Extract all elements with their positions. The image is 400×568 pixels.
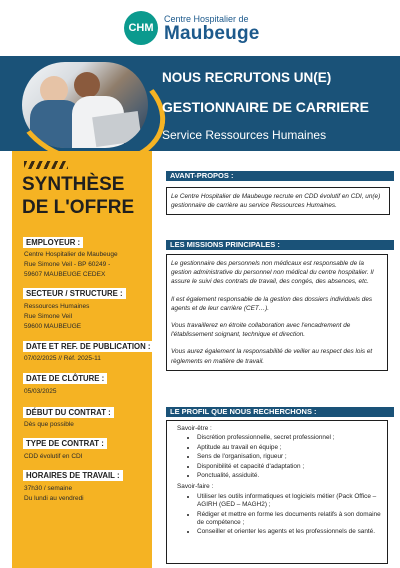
list-item: • Sens de l'organisation, rigueur ;	[197, 453, 383, 461]
stripes-decoration-icon	[24, 161, 68, 169]
closing-date-value: 05/03/2025	[24, 388, 57, 395]
recruit-heading: NOUS RECRUTONS UN(E)	[162, 70, 332, 85]
foreword-text: Le Centre Hospitalier de Maubeuge recrute en CDD évolutif en CDI, un(e) gestionnaire de carrière au service Ressources Humaines.	[171, 193, 381, 210]
contract-type-label: TYPE DE CONTRAT :	[23, 438, 107, 449]
contract-type-value: CDD évolutif en CDI	[24, 453, 83, 460]
employer-value: Centre Hospitalier de Maubeuge Rue Simone Veil - BP 60249 - 59607 MAUBEUGE CEDEX	[24, 251, 118, 278]
profile-box	[166, 420, 388, 564]
closing-date-label: DATE DE CLÔTURE :	[23, 373, 107, 384]
summary-title: SYNTHÈSE DE L'OFFRE	[22, 174, 135, 218]
publication-label: DATE ET REF. DE PUBLICATION :	[23, 341, 153, 352]
mission-paragraph: Vous aurez également la responsabilité de veiller au respect des lois et règlements en matière de travail.	[171, 348, 373, 365]
mission-paragraph: Vous travaillerez en étroite collaboration avec l'encadrement de l'établissement soignant, technique et direction.	[171, 322, 351, 339]
publication-value: 07/02/2025 // Réf. 2025-11	[24, 355, 101, 362]
list-item: • Disponibilité et capacité d'adaptation ;	[197, 463, 383, 471]
list-item: • Rédiger et mettre en forme les documents relatifs à son domaine de compétence ;	[197, 511, 383, 528]
profile-title: LE PROFIL QUE NOUS RECHERCHONS :	[166, 407, 394, 417]
missions-title: LES MISSIONS PRINCIPALES :	[166, 240, 394, 250]
list-item: • Aptitude au travail en équipe ;	[197, 444, 383, 452]
offer-summary-sidebar	[12, 151, 152, 568]
mission-paragraph: Le gestionnaire des personnels non médicaux est responsable de la gestion administrative du personnel non médical du centre hospitalier. Il assure le suivi des contrats de travail, des congés, des absences, etc.	[171, 260, 374, 286]
sector-label: SECTEUR / STRUCTURE :	[23, 288, 126, 299]
list-item: • Discrétion professionnelle, secret professionnel ;	[197, 434, 383, 442]
employer-label: EMPLOYEUR :	[23, 237, 83, 248]
working-hours-label: HORAIRES DE TRAVAIL :	[23, 470, 123, 481]
hard-skills-list	[171, 493, 383, 537]
soft-skills-label: Savoir-être :	[177, 425, 212, 432]
list-item: • Ponctualité, assiduité.	[197, 472, 383, 480]
foreword-box	[166, 187, 390, 215]
sector-value: Ressources Humaines Rue Simone Veil 59600 MAUBEUGE	[24, 303, 90, 330]
contract-start-value: Dès que possible	[24, 421, 74, 428]
soft-skills-list	[171, 434, 383, 480]
logo-line1: Centre Hospitalier de	[164, 14, 249, 24]
header	[0, 0, 400, 56]
list-item: • Conseiller et orienter les agents et les professionnels de santé.	[197, 528, 383, 536]
hard-skills-label: Savoir-faire :	[177, 483, 214, 491]
list-item: • Utiliser les outils informatiques et logiciels métier (Pack Office – AGIRH (GED – MAGH2) ;	[197, 493, 383, 510]
mission-paragraph: Il est également responsable de la gestion des dossiers individuels des agents et de leur carrière (CET…).	[171, 295, 373, 312]
foreword-title: AVANT-PROPOS :	[166, 171, 394, 181]
missions-box	[166, 254, 388, 371]
service-name: Service Ressources Humaines	[162, 128, 327, 142]
working-hours-value: 37h30 / semaine Du lundi au vendredi	[24, 485, 84, 502]
contract-start-label: DÉBUT DU CONTRAT :	[23, 407, 114, 418]
logo-line2: Maubeuge	[164, 23, 260, 44]
job-title: GESTIONNAIRE DE CARRIERE	[162, 99, 369, 115]
hospital-logo	[124, 8, 284, 48]
logo-badge-icon: CHM	[124, 11, 158, 45]
